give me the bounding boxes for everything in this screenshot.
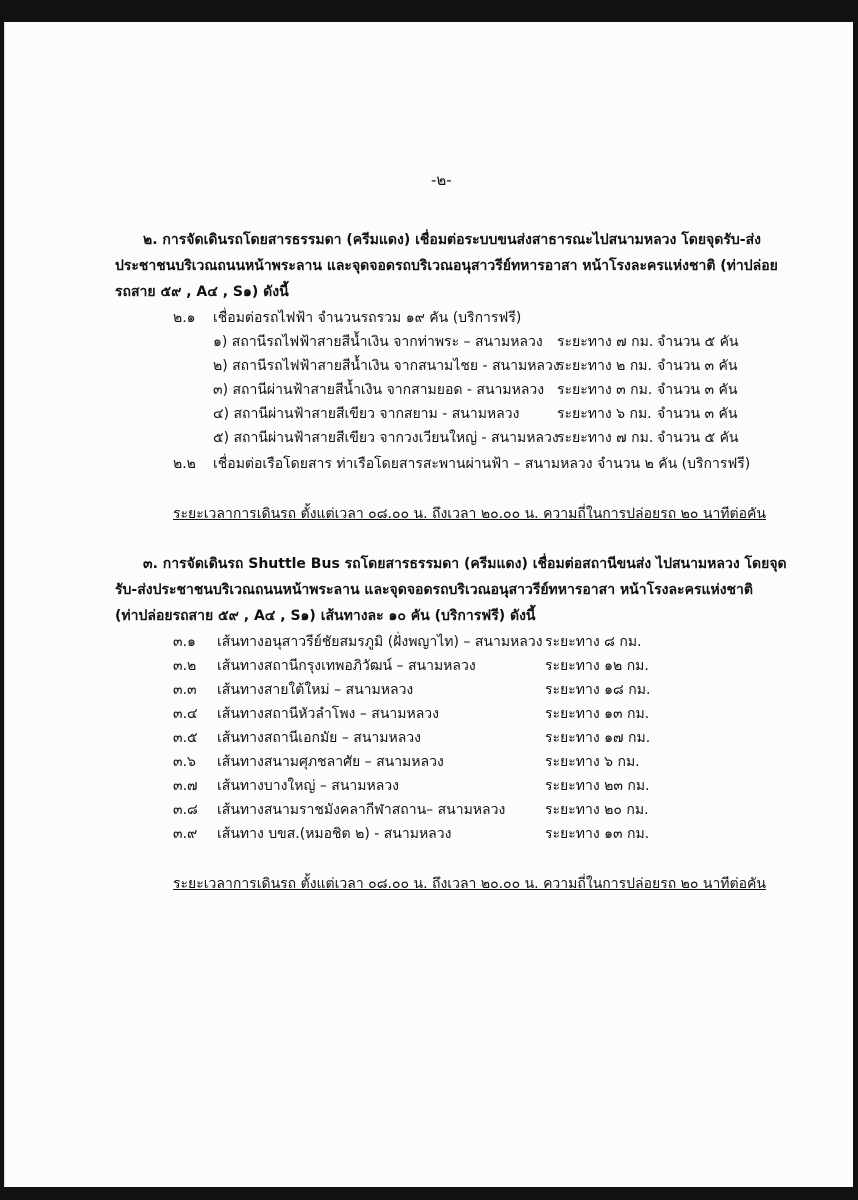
route-label: เส้นทางสถานีเอกมัย – สนามหลวง: [217, 730, 421, 746]
list-item-count: จำนวน ๕ คัน: [657, 334, 739, 350]
route-number: ๓.๘: [173, 802, 198, 818]
route-number: ๓.๙: [173, 826, 198, 842]
route-label: เส้นทาง บขส.(หมอชิต ๒) - สนามหลวง: [217, 826, 452, 842]
list-item-distance: ระยะทาง ๖ กม.: [557, 406, 652, 422]
route-number: ๓.๒: [173, 658, 197, 674]
route-label: เส้นทางอนุสาวรีย์ชัยสมรภูมิ (ฝั่งพญาไท) – สนามหลวง: [217, 634, 543, 650]
section2-heading-line2: ประชาชนบริเวณถนนหน้าพระลาน และจุดจอดรถบริเวณอนุสาวรีย์ทหารอาสา หน้าโรงละครแห่งชาติ (ท่าปล่อย: [115, 258, 778, 274]
route-label: เส้นทางสถานีกรุงเทพอภิวัฒน์ – สนามหลวง: [217, 658, 476, 674]
route-distance: ระยะทาง ๘ กม.: [545, 634, 642, 650]
list-item-count: จำนวน ๓ คัน: [657, 406, 738, 422]
route-label: เส้นทางสนามศุภชลาศัย – สนามหลวง: [217, 754, 444, 770]
route-number: ๓.๓: [173, 682, 197, 698]
sub-section-text: เชื่อมต่อรถไฟฟ้า จำนวนรถรวม ๑๙ คัน (บริการฟรี): [213, 310, 522, 326]
list-item-label: ๕) สถานีผ่านฟ้าสายสีเขียว จากวงเวียนใหญ่ - สนามหลวง: [213, 430, 559, 446]
document-page: [4, 22, 853, 1187]
sub-section-text: เชื่อมต่อเรือโดยสาร ท่าเรือโดยสารสะพานผ่านฟ้า – สนามหลวง จำนวน ๒ คัน (บริการฟรี): [213, 456, 751, 472]
list-item-distance: ระยะทาง ๒ กม.: [557, 358, 652, 374]
route-distance: ระยะทาง ๒๐ กม.: [545, 802, 649, 818]
route-label: เส้นทางสนามราชมังคลากีฬาสถาน– สนามหลวง: [217, 802, 506, 818]
route-number: ๓.๕: [173, 730, 198, 746]
list-item-label: ๓) สถานีผ่านฟ้าสายสีน้ำเงิน จากสามยอด - สนามหลวง: [213, 382, 545, 398]
list-item-label: ๑) สถานีรถไฟฟ้าสายสีน้ำเงิน จากท่าพระ – สนามหลวง: [213, 334, 543, 350]
route-label: เส้นทางบางใหญ่ – สนามหลวง: [217, 778, 400, 794]
route-distance: ระยะทาง ๖ กม.: [545, 754, 640, 770]
sub-section-number: ๒.๒: [173, 456, 196, 472]
schedule-note: ระยะเวลาการเดินรถ ตั้งแต่เวลา ๐๘.๐๐ น. ถึงเวลา ๒๐.๐๐ น. ความถี่ในการปล่อยรถ ๒๐ นาทีต่อคัน: [173, 506, 766, 522]
route-number: ๓.๗: [173, 778, 198, 794]
route-number: ๓.๔: [173, 706, 198, 722]
section3-heading-line1: ๓. การจัดเดินรถ Shuttle Bus รถโดยสารธรรมดา (ครีมแดง) เชื่อมต่อสถานีขนส่ง ไปสนามหลวง โดยจุด: [143, 556, 787, 572]
route-distance: ระยะทาง ๑๒ กม.: [545, 658, 649, 674]
list-item-distance: ระยะทาง ๗ กม.: [557, 430, 654, 446]
list-item-distance: ระยะทาง ๓ กม.: [557, 382, 653, 398]
route-label: เส้นทางสถานีหัวลำโพง – สนามหลวง: [217, 706, 440, 722]
list-item-count: จำนวน ๕ คัน: [657, 430, 739, 446]
route-label: เส้นทางสายใต้ใหม่ – สนามหลวง: [217, 682, 414, 698]
route-number: ๓.๑: [173, 634, 196, 650]
list-item-label: ๒) สถานีรถไฟฟ้าสายสีน้ำเงิน จากสนามไชย - สนามหลวง: [213, 358, 560, 374]
route-distance: ระยะทาง ๑๓ กม.: [545, 826, 650, 842]
section3-heading-line3: (ท่าปล่อยรถสาย ๕๙ , A๔ , S๑) เส้นทางละ ๑๐ คัน (บริการฟรี) ดังนี้: [115, 608, 536, 624]
list-item-count: จำนวน ๓ คัน: [657, 358, 738, 374]
list-item-label: ๔) สถานีผ่านฟ้าสายสีเขียว จากสยาม - สนามหลวง: [213, 406, 520, 422]
route-distance: ระยะทาง ๑๘ กม.: [545, 682, 651, 698]
route-distance: ระยะทาง ๑๓ กม.: [545, 706, 650, 722]
sub-section-number: ๒.๑: [173, 310, 196, 326]
route-number: ๓.๖: [173, 754, 196, 770]
section2-heading-line3: รถสาย ๕๙ , A๔ , S๑) ดังนี้: [115, 284, 289, 300]
section3-heading-line2: รับ-ส่งประชาชนบริเวณถนนหน้าพระลาน และจุดจอดรถบริเวณอนุสาวรีย์ทหารอาสา หน้าโรงละครแห่งชาติ: [115, 582, 754, 598]
schedule-note: ระยะเวลาการเดินรถ ตั้งแต่เวลา ๐๘.๐๐ น. ถึงเวลา ๒๐.๐๐ น. ความถี่ในการปล่อยรถ ๒๐ นาทีต่อคัน: [173, 876, 766, 892]
route-distance: ระยะทาง ๒๓ กม.: [545, 778, 650, 794]
route-distance: ระยะทาง ๑๗ กม.: [545, 730, 651, 746]
page-number: -๒-: [431, 171, 452, 189]
list-item-count: จำนวน ๓ คัน: [657, 382, 738, 398]
section2-heading-line1: ๒. การจัดเดินรถโดยสารธรรมดา (ครีมแดง) เชื่อมต่อระบบขนส่งสาธารณะไปสนามหลวง โดยจุดรับ-ส่ง: [143, 232, 761, 248]
list-item-distance: ระยะทาง ๗ กม.: [557, 334, 654, 350]
